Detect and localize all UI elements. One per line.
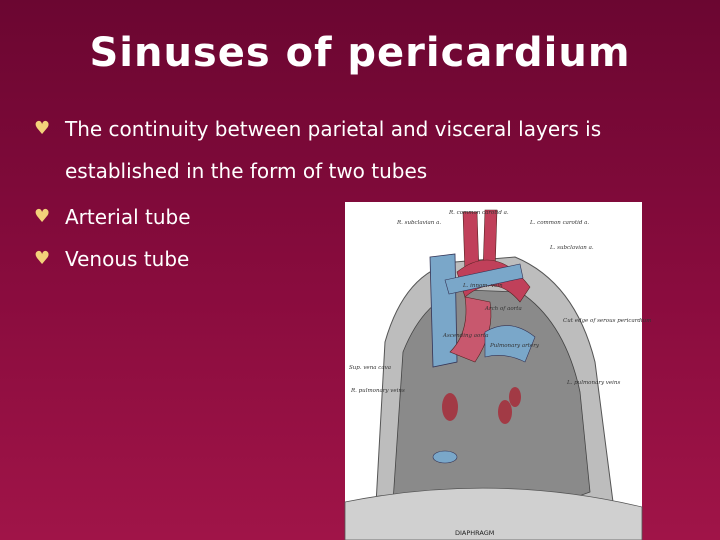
heart-icon: ♥ <box>34 206 51 227</box>
label-diaphragm: DIAPHRAGM <box>455 529 495 537</box>
anatomy-figure <box>345 202 652 540</box>
label-cut-edge: Cut edge of serous pericardium <box>563 318 652 324</box>
label-l-pulmonary-veins: L. pulmonary veins <box>567 380 621 386</box>
label-common-carotid-r: R. common carotid a. <box>449 210 509 216</box>
label-sup-vena-cava: Sup. vena cava <box>349 365 392 371</box>
bullet-text: The continuity between parietal and visceral layers is established in the form of two tubes <box>65 117 602 183</box>
heart-icon: ♥ <box>34 118 51 139</box>
slide-title: Sinuses of pericardium <box>89 30 631 76</box>
label-subclavian-r: R. subclavian a. <box>397 220 442 226</box>
bullet-text: Arterial tube <box>65 205 191 229</box>
label-common-carotid-l: L. common carotid a. <box>530 220 590 226</box>
label-pulmonary-artery: Pulmonary artery <box>490 343 539 349</box>
pericardium-illustration <box>345 202 652 540</box>
label-r-pulmonary-veins: R. pulmonary veins <box>351 388 405 394</box>
bullet-item <box>34 108 694 192</box>
label-innominate-vein: L. innom. vein <box>463 283 503 289</box>
bullet-text: Venous tube <box>65 247 190 271</box>
heart-icon: ♥ <box>34 248 51 269</box>
label-subclavian-l: L. subclavian a. <box>550 245 594 251</box>
label-arch: Arch of aorta <box>485 306 522 312</box>
label-ascending-aorta: Ascending aorta <box>443 333 489 339</box>
